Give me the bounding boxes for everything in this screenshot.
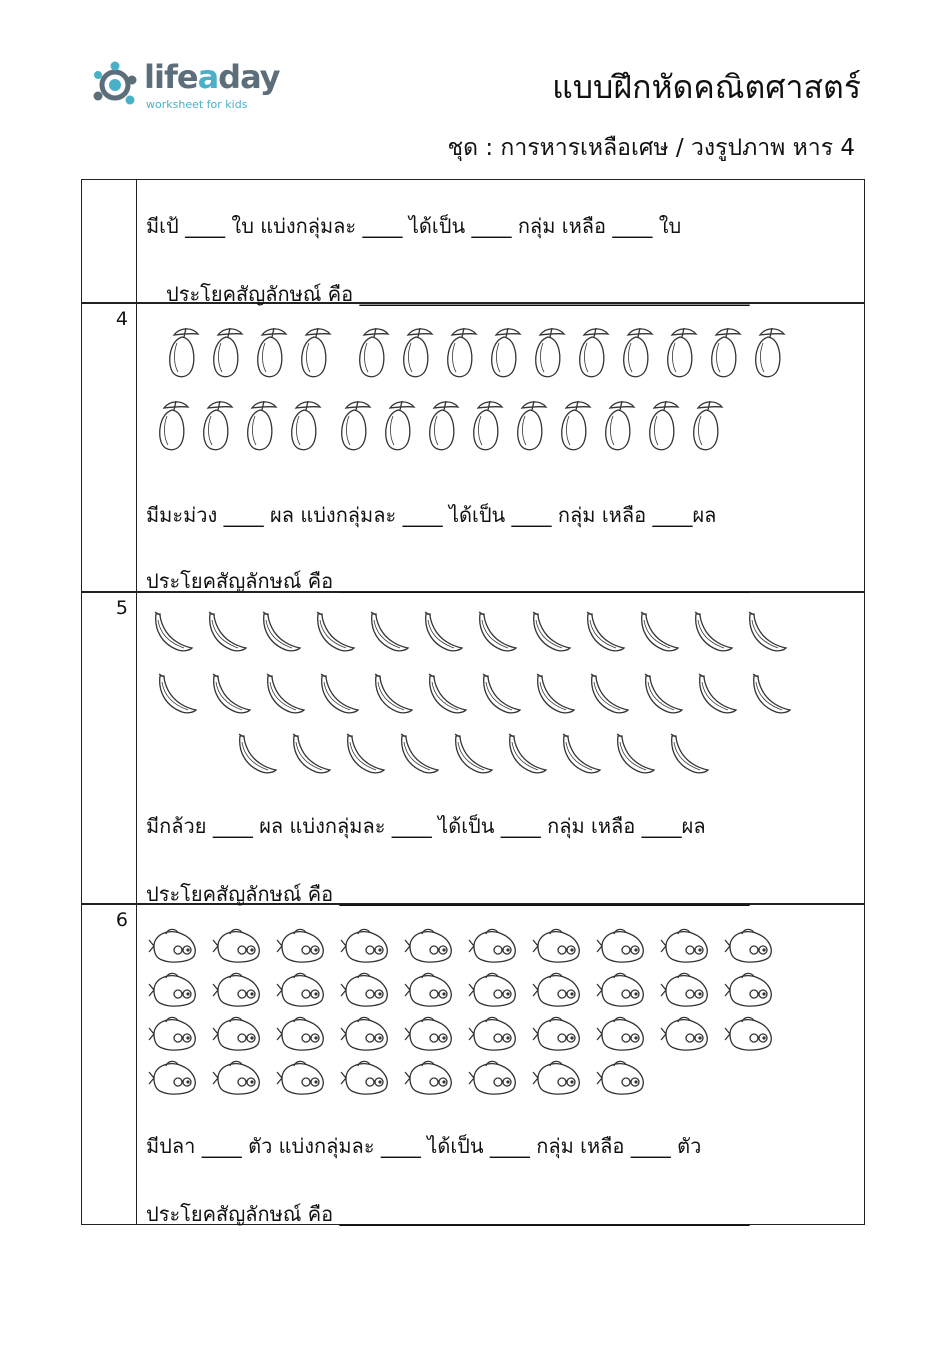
banana-icon bbox=[256, 610, 304, 658]
fish-icon bbox=[532, 1012, 584, 1054]
banana-icon bbox=[556, 732, 604, 780]
banana-icon bbox=[286, 732, 334, 780]
fish-icon bbox=[532, 1056, 584, 1098]
fish-icon bbox=[404, 924, 456, 966]
mango-icon bbox=[424, 398, 464, 456]
fish-icon bbox=[212, 1012, 264, 1054]
mango-icon bbox=[442, 325, 482, 383]
fish-icon bbox=[724, 1012, 776, 1054]
mango-icon bbox=[600, 398, 640, 456]
mango-icon bbox=[618, 325, 658, 383]
row-number-cell bbox=[82, 180, 137, 303]
fish-icon bbox=[404, 968, 456, 1010]
banana-icon bbox=[152, 672, 200, 720]
page-title: แบบฝึกหัดคณิตศาสตร์ bbox=[552, 68, 861, 106]
fish-icon bbox=[596, 924, 648, 966]
mango-icon bbox=[164, 325, 204, 383]
fish-icon bbox=[148, 924, 200, 966]
mango-icon bbox=[688, 398, 728, 456]
banana-icon bbox=[148, 610, 196, 658]
symbol-sentence: ประโยคสัญลักษณ์ คือ _______________________________________ bbox=[166, 282, 750, 306]
logo-mark-icon bbox=[90, 60, 140, 110]
fish-icon bbox=[532, 924, 584, 966]
mango-icon bbox=[354, 325, 394, 383]
fish-icon bbox=[660, 924, 712, 966]
symbol-sentence: ประโยคสัญลักษณ์ คือ _________________________________________ bbox=[146, 882, 750, 906]
question-text: มีกล้วย ____ ผล แบ่งกลุ่มละ ____ ได้เป็น ____ กลุ่ม เหลือ ____ผล bbox=[146, 814, 706, 838]
mango-icon bbox=[154, 398, 194, 456]
fish-icon bbox=[468, 1012, 520, 1054]
fish-icon bbox=[212, 968, 264, 1010]
mango-icon bbox=[286, 398, 326, 456]
fish-icon bbox=[212, 924, 264, 966]
mango-icon bbox=[574, 325, 614, 383]
fish-icon bbox=[596, 968, 648, 1010]
fish-icon bbox=[532, 968, 584, 1010]
mango-icon bbox=[296, 325, 336, 383]
symbol-sentence: ประโยคสัญลักษณ์ คือ _________________________________________ bbox=[146, 1202, 750, 1226]
fish-icon bbox=[148, 968, 200, 1010]
banana-icon bbox=[530, 672, 578, 720]
fish-icon bbox=[468, 1056, 520, 1098]
symbol-sentence: ประโยคสัญลักษณ์ คือ _________________________________________ bbox=[146, 569, 750, 593]
banana-icon bbox=[472, 610, 520, 658]
mango-icon bbox=[530, 325, 570, 383]
banana-icon bbox=[364, 610, 412, 658]
page-subtitle: ชุด : การหารเหลือเศษ / วงรูปภาพ หาร 4 bbox=[447, 135, 855, 161]
banana-icon bbox=[580, 610, 628, 658]
mango-picture-area bbox=[154, 325, 794, 460]
banana-icon bbox=[394, 732, 442, 780]
banana-icon bbox=[526, 610, 574, 658]
banana-icon bbox=[638, 672, 686, 720]
mango-icon bbox=[252, 325, 292, 383]
fish-icon bbox=[340, 1056, 392, 1098]
lifeaday-logo bbox=[90, 60, 280, 112]
mango-icon bbox=[706, 325, 746, 383]
banana-icon bbox=[422, 672, 470, 720]
row-number: 4 bbox=[115, 308, 128, 330]
banana-icon bbox=[610, 732, 658, 780]
fish-icon bbox=[276, 1012, 328, 1054]
fish-icon bbox=[340, 1012, 392, 1054]
banana-icon bbox=[202, 610, 250, 658]
question-text: มีปลา ____ ตัว แบ่งกลุ่มละ ____ ได้เป็น ____ กลุ่ม เหลือ ____ ตัว bbox=[146, 1134, 702, 1158]
fish-icon bbox=[468, 924, 520, 966]
banana-icon bbox=[368, 672, 416, 720]
fish-icon bbox=[340, 968, 392, 1010]
banana-icon bbox=[476, 672, 524, 720]
banana-icon bbox=[692, 672, 740, 720]
mango-icon bbox=[398, 325, 438, 383]
banana-icon bbox=[634, 610, 682, 658]
fish-icon bbox=[148, 1012, 200, 1054]
question-text: มีเป้ ____ ใบ แบ่งกลุ่มละ ____ ได้เป็น ____ กลุ่ม เหลือ ____ ใบ bbox=[146, 214, 682, 238]
banana-picture-area bbox=[148, 610, 808, 790]
row-number: 6 bbox=[115, 909, 128, 931]
mango-icon bbox=[336, 398, 376, 456]
row-number-cell bbox=[82, 592, 137, 904]
banana-icon bbox=[206, 672, 254, 720]
fish-icon bbox=[724, 924, 776, 966]
fish-icon bbox=[276, 968, 328, 1010]
banana-icon bbox=[584, 672, 632, 720]
mango-icon bbox=[486, 325, 526, 383]
banana-icon bbox=[448, 732, 496, 780]
mango-icon bbox=[198, 398, 238, 456]
row-number-cell bbox=[82, 904, 137, 1224]
fish-icon bbox=[340, 924, 392, 966]
mango-icon bbox=[208, 325, 248, 383]
mango-icon bbox=[468, 398, 508, 456]
row-number: 5 bbox=[115, 597, 128, 619]
fish-icon bbox=[404, 1012, 456, 1054]
banana-icon bbox=[664, 732, 712, 780]
fish-icon bbox=[468, 968, 520, 1010]
mango-icon bbox=[242, 398, 282, 456]
banana-icon bbox=[418, 610, 466, 658]
worksheet-table bbox=[81, 179, 865, 1225]
banana-icon bbox=[232, 732, 280, 780]
logo-wordmark: lifeaday bbox=[144, 58, 280, 96]
banana-icon bbox=[742, 610, 790, 658]
fish-icon bbox=[148, 1056, 200, 1098]
banana-icon bbox=[688, 610, 736, 658]
logo-tagline: worksheet for kids bbox=[146, 98, 248, 111]
banana-icon bbox=[310, 610, 358, 658]
mango-icon bbox=[512, 398, 552, 456]
exercise-row bbox=[81, 903, 865, 1225]
mango-icon bbox=[380, 398, 420, 456]
exercise-row bbox=[81, 179, 865, 304]
mango-icon bbox=[644, 398, 684, 456]
banana-icon bbox=[502, 732, 550, 780]
banana-icon bbox=[314, 672, 362, 720]
fish-picture-area bbox=[148, 924, 798, 1104]
row-number-cell bbox=[82, 303, 137, 592]
fish-icon bbox=[596, 1012, 648, 1054]
mango-icon bbox=[750, 325, 790, 383]
banana-icon bbox=[260, 672, 308, 720]
question-text: มีมะม่วง ____ ผล แบ่งกลุ่มละ ____ ได้เป็น ____ กลุ่ม เหลือ ____ผล bbox=[146, 503, 717, 527]
fish-icon bbox=[596, 1056, 648, 1098]
fish-icon bbox=[404, 1056, 456, 1098]
fish-icon bbox=[212, 1056, 264, 1098]
fish-icon bbox=[660, 1012, 712, 1054]
banana-icon bbox=[340, 732, 388, 780]
mango-icon bbox=[662, 325, 702, 383]
fish-icon bbox=[660, 968, 712, 1010]
fish-icon bbox=[276, 924, 328, 966]
exercise-row bbox=[81, 591, 865, 905]
mango-icon bbox=[556, 398, 596, 456]
banana-icon bbox=[746, 672, 794, 720]
fish-icon bbox=[724, 968, 776, 1010]
fish-icon bbox=[276, 1056, 328, 1098]
exercise-row bbox=[81, 302, 865, 593]
